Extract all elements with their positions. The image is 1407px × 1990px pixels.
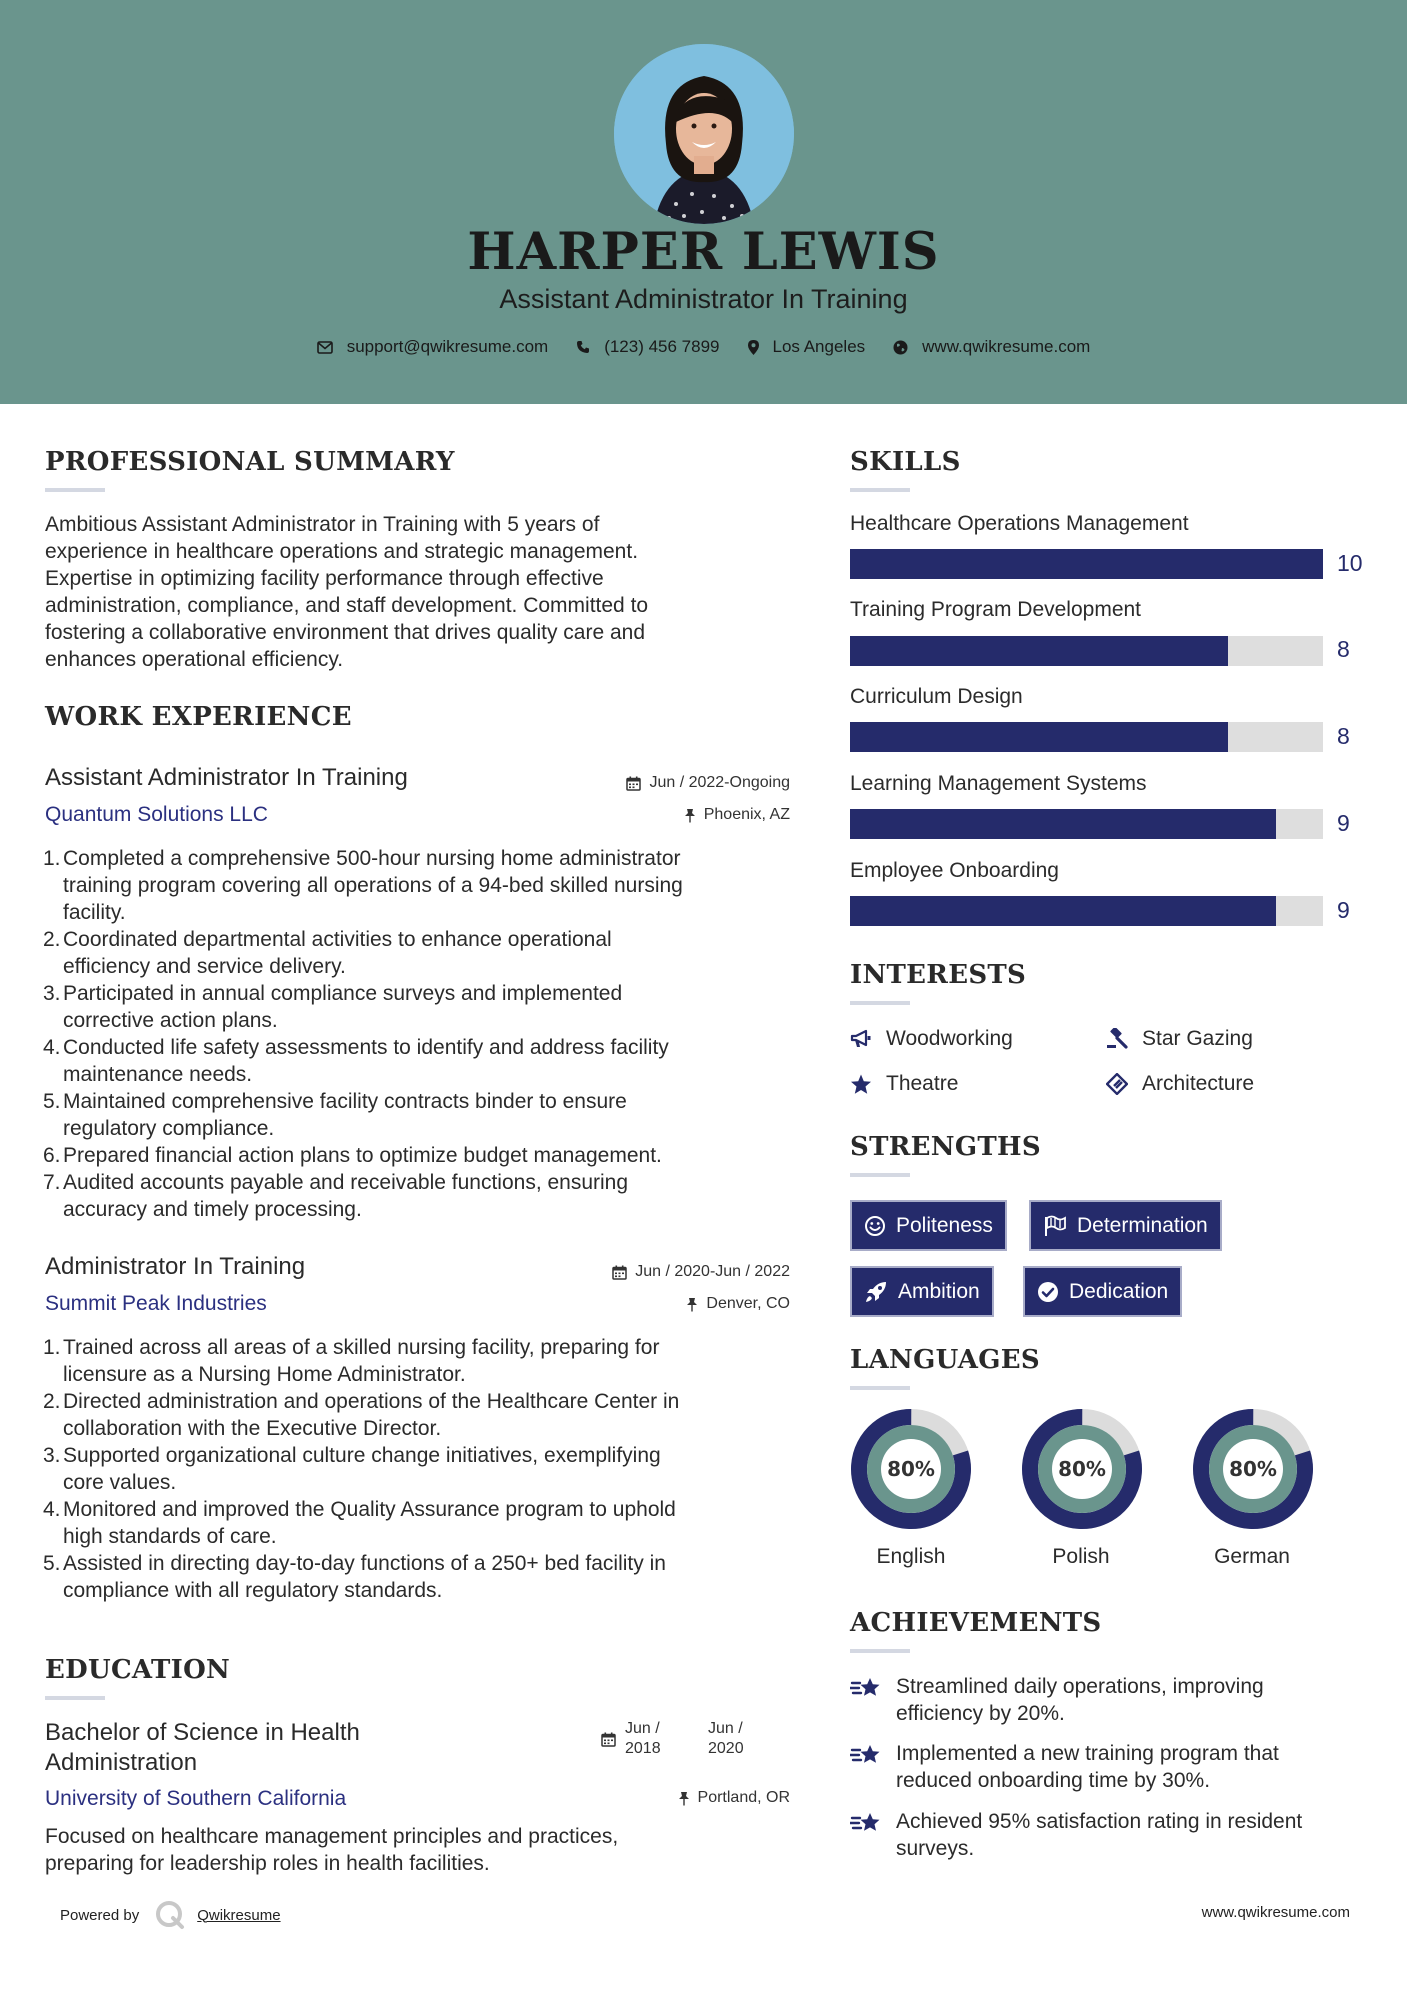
education-location-text: Portland, OR: [697, 1789, 790, 1806]
language-item: [1020, 1407, 1144, 1536]
bullet-line: facility.: [63, 901, 126, 924]
date-line: Jun /: [625, 1720, 660, 1737]
contact-location[interactable]: [748, 337, 866, 357]
language-item: [1191, 1407, 1315, 1536]
skill-bar-fill: [850, 722, 1228, 752]
education-heading: EDUCATION: [45, 1655, 231, 1685]
powered-by: [60, 1900, 281, 1930]
summary-rule: [45, 488, 105, 492]
summary-line: Expertise in optimizing facility performance through effective: [45, 567, 604, 590]
job-location: [560, 1295, 790, 1313]
skill-bar-track: [850, 722, 1323, 752]
skill-bar-fill: [850, 809, 1276, 839]
strength-label: Ambition: [898, 1279, 980, 1303]
job-bullets: [45, 845, 805, 1223]
skill-value: 9: [1337, 810, 1350, 836]
qwikresume-logo-icon: [155, 1900, 185, 1930]
bullet-item: [45, 980, 805, 1034]
job-title: Assistant Administrator In Training: [45, 764, 408, 791]
skill-bar-fill: [850, 896, 1276, 926]
diamond-icon: [1106, 1073, 1128, 1095]
skills-heading: SKILLS: [850, 447, 961, 477]
skill-value: 8: [1337, 723, 1350, 749]
skill-bar-track: [850, 809, 1323, 839]
skill-name: Employee Onboarding: [850, 859, 1059, 882]
bullet-line: maintenance needs.: [63, 1063, 253, 1086]
skill-value: 10: [1337, 550, 1363, 576]
skill-value: 8: [1337, 636, 1350, 662]
strength-badge: [1029, 1200, 1222, 1251]
summary-line: enhances operational efficiency.: [45, 648, 344, 671]
summary-line: Ambitious Assistant Administrator in Training with 5 years of: [45, 513, 600, 536]
bullet-item: [45, 1334, 805, 1388]
achievement-item: [850, 1740, 1370, 1794]
education-location: [560, 1789, 790, 1807]
skill-bar-fill: [850, 549, 1323, 579]
language-percent: 80%: [887, 1457, 935, 1481]
contact-email[interactable]: [317, 337, 549, 357]
bullet-number: 1.: [43, 847, 61, 870]
education-desc-line: preparing for leadership roles in health facilities.: [45, 1852, 490, 1875]
bullet-line: efficiency and service delivery.: [63, 955, 346, 978]
bullet-number: 6.: [43, 1144, 61, 1167]
bullet-line: collaboration with the Executive Director.: [63, 1417, 442, 1440]
calendar-icon: [626, 776, 641, 791]
bullet-number: 5.: [43, 1090, 61, 1113]
language-name: Polish: [1052, 1545, 1110, 1568]
strength-label: Determination: [1077, 1213, 1208, 1237]
education-start-date: [625, 1719, 661, 1759]
pushpin-icon: [686, 1297, 698, 1312]
company-name: Summit Peak Industries: [45, 1292, 267, 1315]
contact-phone-text: (123) 456 7899: [604, 337, 720, 356]
bullet-item: [45, 1034, 805, 1088]
achievement-line: Implemented a new training program that: [896, 1742, 1279, 1765]
job-dates: [560, 774, 790, 792]
skill-bar-fill: [850, 636, 1228, 666]
phone-icon: [576, 340, 590, 354]
achievement-line: Streamlined daily operations, improving: [896, 1675, 1264, 1698]
bullet-line: Audited accounts payable and receivable functions, ensuring: [63, 1171, 629, 1194]
contact-bar: [0, 337, 1407, 357]
powered-by-text: Powered by: [60, 1906, 140, 1924]
achievement-text: [896, 1740, 1279, 1794]
bullet-item: [45, 1442, 805, 1496]
bullet-line: Prepared financial action plans to optimize budget management.: [63, 1144, 662, 1167]
language-percent: 80%: [1229, 1457, 1277, 1481]
bullet-line: compliance with all regulatory standards.: [63, 1579, 443, 1602]
school-name: University of Southern California: [45, 1787, 347, 1810]
bullet-line: Conducted life safety assessments to identify and address facility: [63, 1036, 669, 1059]
smile-icon: [864, 1215, 886, 1237]
skill-bar-track: [850, 636, 1323, 666]
bullet-line: Coordinated departmental activities to enhance operational: [63, 928, 612, 951]
skills-rule: [850, 488, 910, 492]
contact-location-text: Los Angeles: [772, 337, 866, 356]
bullet-line: Participated in annual compliance surveys and implemented: [63, 982, 623, 1005]
date-line: Jun /: [708, 1720, 743, 1737]
bullet-line: Completed a comprehensive 500-hour nursing home administrator: [63, 847, 681, 870]
interest-label: Architecture: [1142, 1072, 1255, 1095]
summary-line: fostering a collaborative environment that drives quality care and: [45, 621, 645, 644]
job-location-text: Phoenix, AZ: [703, 806, 790, 823]
gavel-icon: [1106, 1028, 1128, 1050]
interests-rule: [850, 1001, 910, 1005]
date-line: 2018: [625, 1740, 661, 1757]
bullet-line: high standards of care.: [63, 1525, 277, 1548]
strengths-rule: [850, 1173, 910, 1177]
bullet-item: [45, 1496, 805, 1550]
summary-heading: PROFESSIONAL SUMMARY: [45, 447, 455, 477]
bullhorn-icon: [850, 1029, 872, 1049]
bullet-item: [45, 1142, 805, 1169]
rocket-icon: [864, 1280, 888, 1304]
job-location: [560, 806, 790, 824]
achievement-text: [896, 1673, 1264, 1727]
language-donut: [1020, 1407, 1144, 1531]
interest-item: [1106, 1072, 1254, 1096]
education-desc-line: Focused on healthcare management principles and practices,: [45, 1825, 619, 1848]
education-desc: [45, 1823, 618, 1877]
job-dates-text: Jun / 2022-Ongoing: [649, 774, 790, 791]
achievements-rule: [850, 1649, 910, 1653]
achievement-line: Achieved 95% satisfaction rating in resident: [896, 1810, 1303, 1833]
bullet-number: 4.: [43, 1036, 61, 1059]
envelope-icon: [317, 341, 333, 354]
contact-website-text: www.qwikresume.com: [922, 337, 1091, 356]
profile-photo-illustration: [614, 44, 794, 224]
bullet-item: [45, 926, 805, 980]
summary-text: [45, 511, 648, 673]
candidate-title: Assistant Administrator In Training: [499, 284, 908, 314]
bullet-line: regulatory compliance.: [63, 1117, 275, 1140]
interests-heading: INTERESTS: [850, 960, 1027, 990]
bullet-line: core values.: [63, 1471, 177, 1494]
strength-label: Dedication: [1069, 1279, 1169, 1303]
bullet-item: [45, 1550, 805, 1604]
job-title: Administrator In Training: [45, 1253, 306, 1280]
interest-item: [1106, 1027, 1253, 1051]
footer-website[interactable]: www.qwikresume.com: [1201, 1904, 1350, 1921]
language-percent: 80%: [1058, 1457, 1106, 1481]
bullet-line: Trained across all areas of a skilled nursing facility, preparing for: [63, 1336, 660, 1359]
check-circle-icon: [1037, 1281, 1059, 1303]
globe-icon: [893, 340, 908, 355]
degree-line: Bachelor of Science in Health: [45, 1719, 360, 1746]
qwikresume-link[interactable]: Qwikresume: [197, 1906, 281, 1924]
strengths-heading: STRENGTHS: [850, 1132, 1041, 1162]
flag-icon: [1043, 1215, 1067, 1237]
bullet-line: Directed administration and operations of the Healthcare Center in: [63, 1390, 680, 1413]
language-name: English: [876, 1545, 946, 1568]
language-donut: [849, 1407, 973, 1531]
degree-line: Administration: [45, 1749, 198, 1776]
achievement-line: surveys.: [896, 1837, 975, 1860]
bullet-number: 1.: [43, 1336, 61, 1359]
job-dates-text: Jun / 2020-Jun / 2022: [635, 1263, 790, 1280]
bullet-number: 5.: [43, 1552, 61, 1575]
interest-label: Star Gazing: [1142, 1027, 1253, 1050]
job-location-text: Denver, CO: [706, 1295, 790, 1312]
interest-label: Theatre: [886, 1072, 959, 1095]
pushpin-icon: [684, 808, 696, 823]
language-name: German: [1214, 1545, 1290, 1568]
bullet-number: 2.: [43, 1390, 61, 1413]
skill-name: Training Program Development: [850, 598, 1142, 621]
strength-badge: [850, 1266, 994, 1317]
bullet-line: accuracy and timely processing.: [63, 1198, 362, 1221]
summary-line: experience in healthcare operations and strategic management.: [45, 540, 639, 563]
languages-rule: [850, 1386, 910, 1390]
degree-title: [45, 1718, 360, 1778]
bullet-number: 4.: [43, 1498, 61, 1521]
education-rule: [45, 1696, 105, 1700]
bullet-number: 7.: [43, 1171, 61, 1194]
profile-photo: [614, 44, 794, 224]
bullet-item: [45, 1388, 805, 1442]
company-name: Quantum Solutions LLC: [45, 803, 268, 826]
job-dates: [540, 1263, 790, 1281]
bullet-number: 3.: [43, 1444, 61, 1467]
shooting-star-icon: [850, 1810, 884, 1836]
candidate-name: HARPER LEWIS: [467, 222, 940, 282]
bullet-line: corrective action plans.: [63, 1009, 278, 1032]
bullet-line: Maintained comprehensive facility contracts binder to ensure: [63, 1090, 627, 1113]
skill-value: 9: [1337, 897, 1350, 923]
contact-phone[interactable]: [576, 337, 719, 357]
bullet-line: licensure as a Nursing Home Administrator.: [63, 1363, 466, 1386]
skill-name: Curriculum Design: [850, 685, 1023, 708]
skill-name: Healthcare Operations Management: [850, 512, 1189, 535]
map-pin-icon: [748, 340, 759, 355]
education-end-date: [708, 1719, 744, 1759]
shooting-star-icon: [850, 1675, 884, 1701]
language-item: [849, 1407, 973, 1536]
shooting-star-icon: [850, 1742, 884, 1768]
bullet-number: 3.: [43, 982, 61, 1005]
interest-label: Woodworking: [886, 1027, 1013, 1050]
bullet-number: 2.: [43, 928, 61, 951]
strength-badge: [850, 1200, 1007, 1251]
languages-heading: LANGUAGES: [850, 1345, 1040, 1375]
bullet-line: Assisted in directing day-to-day functions of a 250+ bed facility in: [63, 1552, 666, 1575]
pushpin-icon: [678, 1791, 690, 1806]
experience-heading: WORK EXPERIENCE: [45, 702, 352, 732]
bullet-item: [45, 1169, 805, 1223]
interest-item: [850, 1072, 958, 1096]
skill-bar-track: [850, 896, 1323, 926]
achievement-line: reduced onboarding time by 30%.: [896, 1769, 1211, 1792]
bullet-line: Supported organizational culture change initiatives, exemplifying: [63, 1444, 661, 1467]
job-bullets: [45, 1334, 805, 1604]
achievements-heading: ACHIEVEMENTS: [850, 1608, 1102, 1638]
bullet-item: [45, 1088, 805, 1142]
achievement-item: [850, 1808, 1370, 1862]
contact-email-text: support@qwikresume.com: [346, 337, 549, 356]
calendar-icon: [612, 1265, 627, 1280]
bullet-line: Monitored and improved the Quality Assurance program to uphold: [63, 1498, 676, 1521]
achievement-item: [850, 1673, 1370, 1727]
date-line: 2020: [708, 1740, 744, 1757]
achievement-text: [896, 1808, 1302, 1862]
star-icon: [850, 1074, 872, 1095]
skill-bar-track: [850, 549, 1323, 579]
strength-badge: [1023, 1266, 1182, 1317]
strength-label: Politeness: [896, 1213, 993, 1237]
summary-line: administration, compliance, and staff development. Committed to: [45, 594, 649, 617]
bullet-item: [45, 845, 805, 926]
contact-website[interactable]: [893, 337, 1090, 357]
achievement-line: efficiency by 20%.: [896, 1702, 1065, 1725]
language-donut: [1191, 1407, 1315, 1531]
resume-header: [0, 0, 1407, 404]
bullet-line: training program covering all operations of a 94-bed skilled nursing: [63, 874, 683, 897]
calendar-icon: [601, 1732, 616, 1747]
interest-item: [850, 1027, 1013, 1051]
skill-name: Learning Management Systems: [850, 772, 1147, 795]
